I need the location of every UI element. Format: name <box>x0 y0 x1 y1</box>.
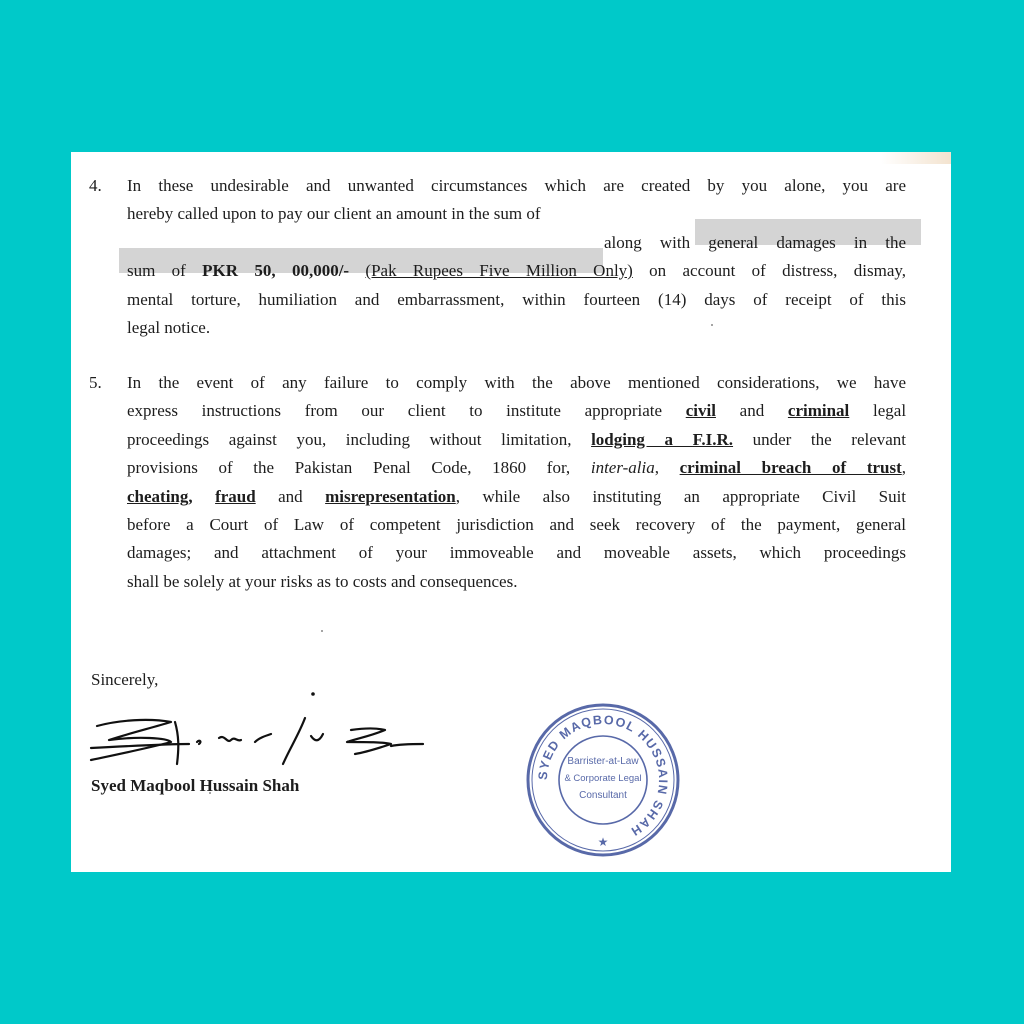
text: provisions of the Pakistan Penal Code, 1860 for, <box>127 458 571 478</box>
clause-5-line <box>127 397 906 425</box>
term-fir: lodging a F.I.R. <box>591 429 734 449</box>
text: and <box>278 486 303 506</box>
term-civil: civil <box>685 401 716 421</box>
handwritten-signature <box>79 682 439 782</box>
clause-4-line: In these undesirable and unwanted circumstances which are created by you alone, you are <box>127 176 906 195</box>
text: , <box>901 458 907 478</box>
term-criminal: criminal <box>787 401 850 421</box>
amount-figure: PKR 50, 00,000/- <box>202 261 350 281</box>
term-inter-alia: inter-alia <box>590 458 655 478</box>
text: express instructions from our client to institute appropriate <box>127 401 663 421</box>
stamp-line-1: Barrister-at-Law <box>567 756 639 767</box>
clause-5-number: 5. <box>89 373 102 392</box>
official-stamp <box>523 700 683 860</box>
text: on account of distress, dismay, <box>649 261 907 281</box>
clause-4-line: along with general damages in the <box>604 232 906 252</box>
clause-4-line: legal notice. <box>127 318 211 337</box>
paper-speck <box>321 630 323 632</box>
clause-4-number: 4. <box>89 176 102 195</box>
amount-words: (Pak Rupees Five Million Only) <box>365 261 633 281</box>
text: legal <box>873 401 907 421</box>
closing-salutation: Sincerely, <box>91 670 159 689</box>
term-misrepresentation: misrepresentation <box>325 486 456 506</box>
clause-5-line <box>127 454 906 482</box>
clause-5-line: before a Court of Law of competent jurisdiction and seek recovery of the payment, general <box>127 515 906 534</box>
term-cheating: cheating, <box>127 486 193 506</box>
legal-notice-page <box>71 152 951 872</box>
clause-5-line <box>127 426 906 454</box>
text: proceedings against you, including without limitation, <box>127 429 572 449</box>
stamp-star-icon: ★ <box>597 835 609 849</box>
page-edge-tint <box>881 152 951 164</box>
text: , while also instituting an appropriate Civil Suit <box>455 486 907 506</box>
signatory-name: Syed Maqbool Hussain Shah <box>91 776 300 795</box>
clause-4-line <box>127 257 906 285</box>
stamp-line-2: & Corporate Legal <box>564 773 642 784</box>
clause-4-text: hereby called upon to pay our client an amount in the sum of <box>127 204 541 224</box>
paper-speck <box>711 324 713 326</box>
text: and <box>739 401 765 421</box>
clause-4-line: mental torture, humiliation and embarrassment, within fourteen (14) days of receipt of this <box>127 289 906 309</box>
clause-5-line: shall be solely at your risks as to costs and consequences. <box>127 571 518 591</box>
clause-5-line: damages; and attachment of your immoveable and moveable assets, which proceedings <box>127 543 906 563</box>
clause-5-line <box>127 483 906 511</box>
text: sum of <box>127 261 186 281</box>
text: , <box>654 458 659 478</box>
stamp-line-3: Consultant <box>579 790 627 801</box>
stamp-ring-text: SYED MAQBOOL HUSSAIN SHAH <box>535 712 671 839</box>
text: under the relevant <box>752 429 907 449</box>
term-fraud: fraud <box>215 486 256 506</box>
term-breach-of-trust: criminal breach of trust <box>679 458 902 478</box>
clause-5-line: In the event of any failure to comply with the above mentioned considerations, we have <box>127 373 906 392</box>
